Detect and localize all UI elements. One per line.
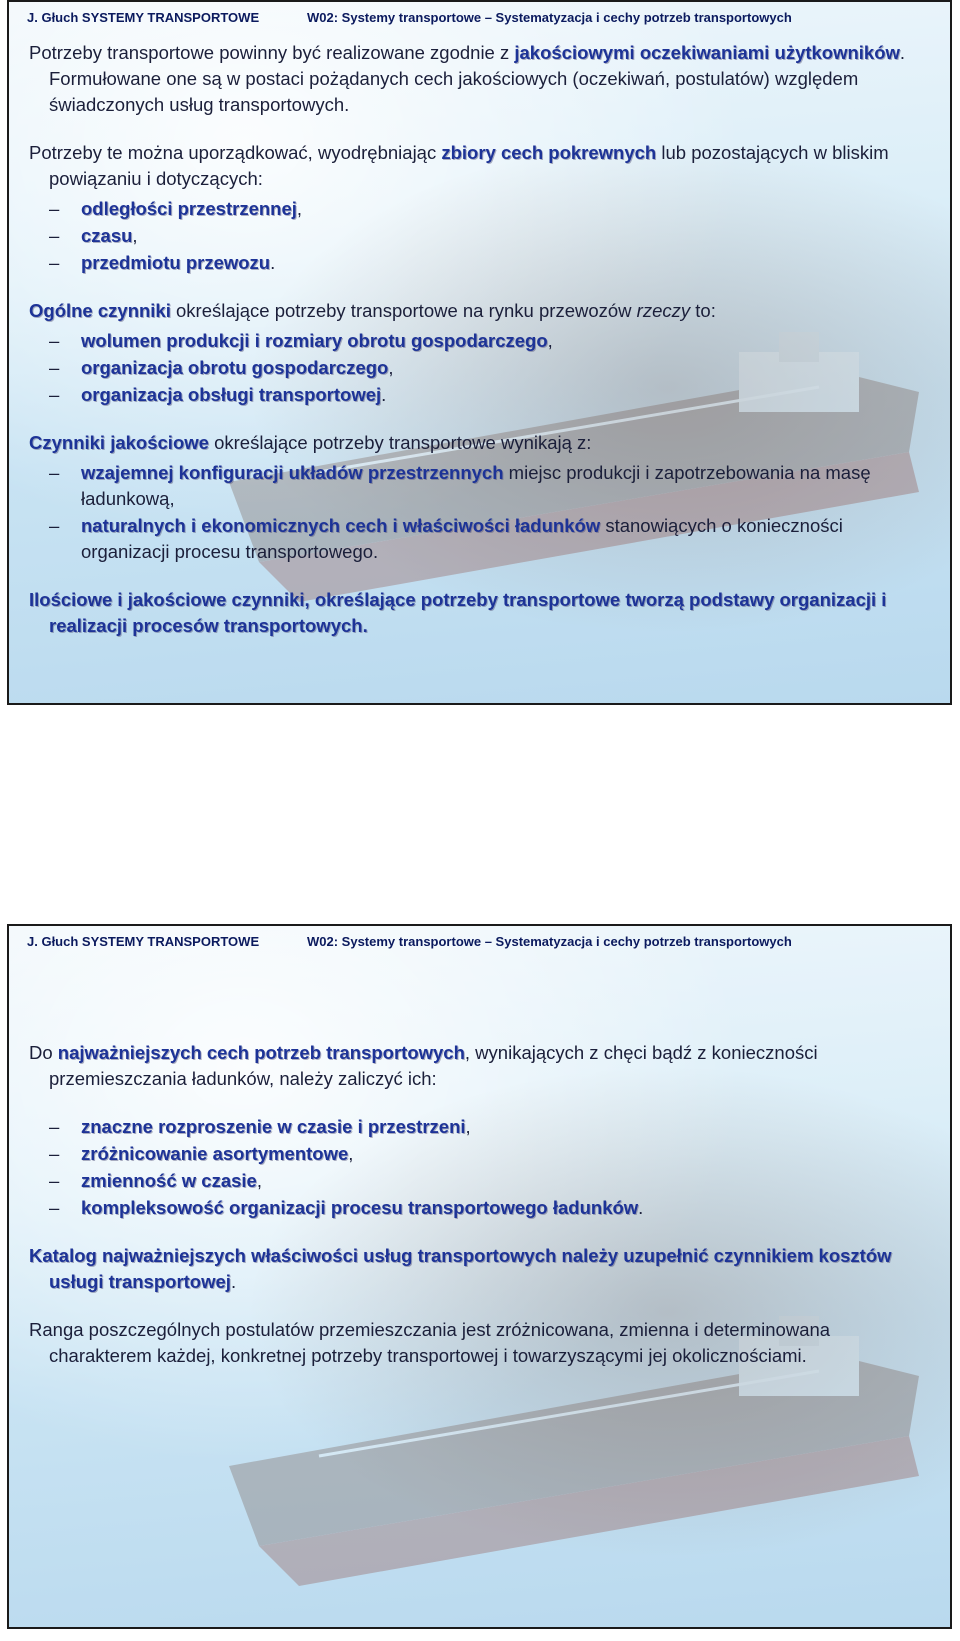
text: określające potrzeby transportowe wynikają z:: [208, 432, 592, 453]
text: określające potrzeby transportowe na rynku przewozów: [170, 300, 637, 321]
item-text: znaczne rozproszenie w czasie i przestrzeni: [81, 1116, 466, 1137]
slide-1-content: [29, 40, 936, 661]
item-text: wolumen produkcji i rozmiary obrotu gospodarczego: [81, 330, 548, 351]
item-text: zróżnicowanie asortymentowe: [81, 1143, 349, 1164]
item-suffix: ,: [296, 198, 303, 219]
paragraph-general-factors: [29, 298, 936, 408]
highlight-text: jakościowymi oczekiwaniami użytkowników: [514, 42, 900, 63]
list-item: – organizacja obrotu gospodarczego,: [49, 357, 394, 378]
list-item: – wzajemnej konfiguracji układów przestrzennych miejsc produkcji i zapotrzebowania na masę ładunkową,: [49, 462, 871, 509]
item-suffix: stanowiących o konieczności organizacji procesu transportowego.: [81, 515, 843, 562]
list-item: – naturalnych i ekonomicznych cech i właściwości ładunków stanowiących o konieczności organizacji procesu transportowego.: [49, 515, 843, 562]
text: .: [230, 1271, 237, 1292]
highlight-text: Katalog najważniejszych właściwości usług transportowych należy uzupełnić czynnikiem kosztów usługi transportowej: [29, 1245, 892, 1292]
paragraph-main-features: [29, 1040, 936, 1092]
text: Potrzeby transportowe powinny być realizowane zgodnie z: [29, 42, 515, 63]
italic-text: rzeczy: [636, 300, 691, 321]
item-text: kompleksowość organizacji procesu transportowego ładunków: [81, 1197, 639, 1218]
item-suffix: ,: [388, 357, 394, 378]
item-text: organizacja obrotu gospodarczego: [81, 357, 389, 378]
item-suffix: ,: [256, 1170, 262, 1191]
highlight-text: Ogólne czynniki: [29, 300, 171, 321]
features-list: [29, 1114, 936, 1221]
list-item: – znaczne rozproszenie w czasie i przestrzeni,: [49, 1116, 471, 1137]
list-item: – organizacja obsługi transportowej.: [49, 384, 387, 405]
item-suffix: .: [270, 252, 276, 273]
header-lecture-title: W02: Systemy transportowe – Systematyzacja i cechy potrzeb transportowych: [307, 934, 792, 949]
item-text: organizacja obsługi transportowej: [81, 384, 382, 405]
list-item: – przedmiotu przewozu.: [49, 252, 276, 273]
item-suffix: ,: [465, 1116, 471, 1137]
item-text: przedmiotu przewozu: [81, 252, 271, 273]
paragraph-text: [29, 430, 936, 456]
list-item: – zróżnicowanie asortymentowe,: [49, 1143, 354, 1164]
paragraph-text: [29, 298, 936, 324]
text: . Formułowane one są w postaci pożądanych cech jakościowych (oczekiwań, postulatów) względem świadczonych usług transportowych.: [49, 42, 906, 115]
header-author-title: J. Głuch SYSTEMY TRANSPORTOWE: [27, 10, 260, 25]
list-item: – zmienność w czasie,: [49, 1170, 262, 1191]
paragraph-conclusion: Ilościowe i jakościowe czynniki, określające potrzeby transportowe tworzą podstawy organizacji i realizacji procesów transportowych.: [29, 589, 887, 636]
list-item: – kompleksowość organizacji procesu transportowego ładunków.: [49, 1197, 644, 1218]
item-suffix: .: [638, 1197, 644, 1218]
item-text: wzajemnej konfiguracji układów przestrzennych: [81, 462, 504, 483]
paragraph-quality-expectations: [29, 40, 936, 118]
text: , wynikających z chęci bądź z konieczności przemieszczania ładunków, należy zaliczyć ich:: [49, 1042, 818, 1089]
highlight-text: najważniejszych cech potrzeb transportowych: [57, 1042, 465, 1063]
paragraph-text: [29, 140, 936, 192]
item-text: naturalnych i ekonomicznych cech i właściwości ładunków: [81, 515, 601, 536]
paragraph-quality-factors: [29, 430, 936, 565]
slide-header: [9, 2, 950, 32]
slide-2: [7, 924, 952, 1629]
text: to:: [690, 300, 716, 321]
item-text: czasu: [81, 225, 133, 246]
highlight-text: Czynniki jakościowe: [29, 432, 209, 453]
highlight-text: zbiory cech pokrewnych: [441, 142, 657, 163]
header-author-title: J. Głuch SYSTEMY TRANSPORTOWE: [27, 934, 260, 949]
item-suffix: ,: [547, 330, 553, 351]
text: Do: [29, 1042, 58, 1063]
paragraph-postulates-rank: Ranga poszczególnych postulatów przemieszczania jest zróżnicowana, zmienna i determinowana charakterem każdej, konkretnej potrzeby transportowej i towarzyszącymi jej okolicznościami.: [29, 1319, 831, 1366]
list-item: – wolumen produkcji i rozmiary obrotu gospodarczego,: [49, 330, 553, 351]
item-text: zmienność w czasie: [81, 1170, 257, 1191]
text: Potrzeby te można uporządkować, wyodrębniając: [29, 142, 442, 163]
header-lecture-title: W02: Systemy transportowe – Systematyzacja i cechy potrzeb transportowych: [307, 10, 792, 25]
paragraph-feature-sets: [29, 140, 936, 276]
slide-2-content: [29, 1040, 936, 1391]
item-suffix: miejsc produkcji i zapotrzebowania na masę ładunkową,: [81, 462, 871, 509]
slide-header: [9, 926, 950, 956]
list-item: – odległości przestrzennej,: [49, 198, 303, 219]
list-item: – czasu,: [49, 225, 138, 246]
item-suffix: ,: [348, 1143, 354, 1164]
paragraph-catalog: [29, 1243, 936, 1295]
slide-1: [7, 0, 952, 705]
item-suffix: .: [381, 384, 387, 405]
item-text: odległości przestrzennej: [81, 198, 297, 219]
item-suffix: ,: [132, 225, 138, 246]
text: lub pozostających w bliskim powiązaniu i dotyczących:: [49, 142, 889, 189]
